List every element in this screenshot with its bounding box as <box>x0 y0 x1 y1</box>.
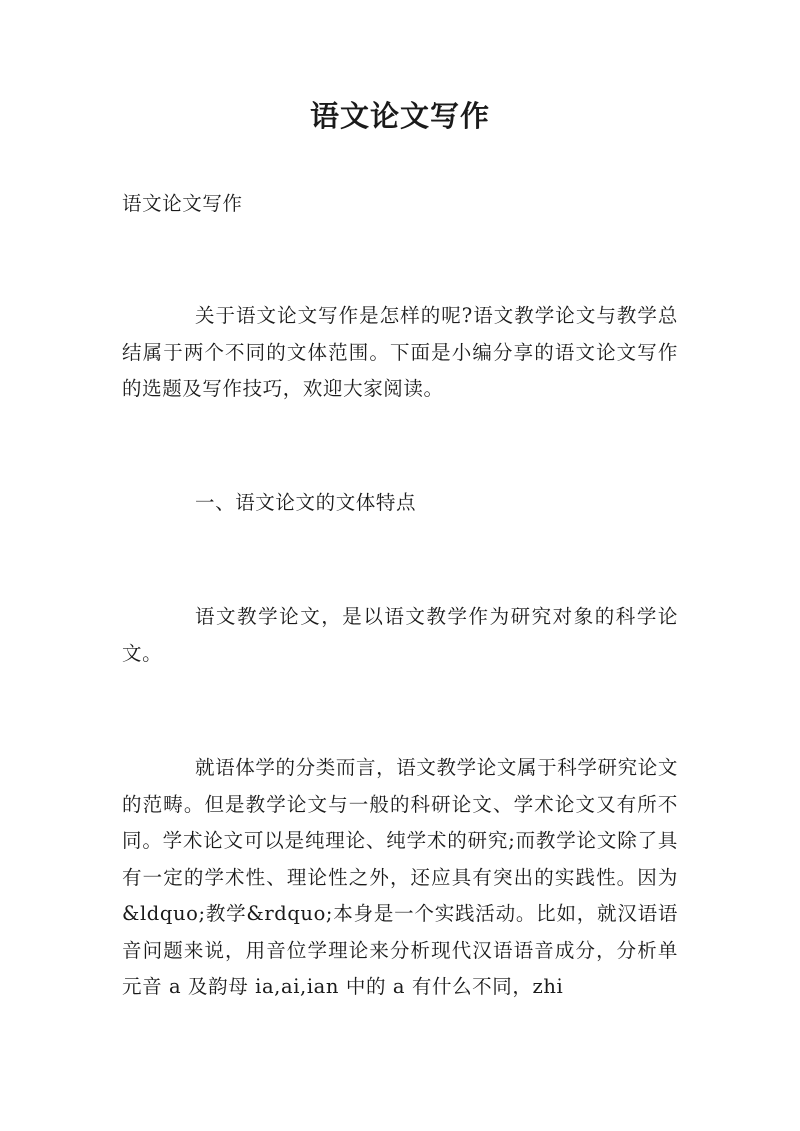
definition-paragraph: 语文教学论文，是以语文教学作为研究对象的科学论文。 <box>122 605 678 665</box>
document-title: 语文论文写作 <box>309 99 490 133</box>
body-paragraph: 就语体学的分类而言，语文教学论文属于科学研究论文的范畴。但是教学论文与一般的科研论文、学术论文又有所不同。学术论文可以是纯理论、纯学术的研究;而教学论文除了具有一定的学术性、理论性之外，还应具有突出的实践性。因为&ldquo;教学&rdquo;本身是一个实践活动。比如，就汉语语音问题来说，用音位学理论来分析现代汉语语音成分，分析单元音 a 及韵母 ia,ai,ian 中的 a 有什么不同，zhi <box>122 756 678 998</box>
section-heading: 一、语文论文的文体特点 <box>195 491 417 514</box>
intro-paragraph: 关于语文论文写作是怎样的呢?语文教学论文与教学总结属于两个不同的文体范围。下面是小编分享的语文论文写作的选题及写作技巧，欢迎大家阅读。 <box>122 304 678 400</box>
document-subtitle: 语文论文写作 <box>122 192 243 215</box>
